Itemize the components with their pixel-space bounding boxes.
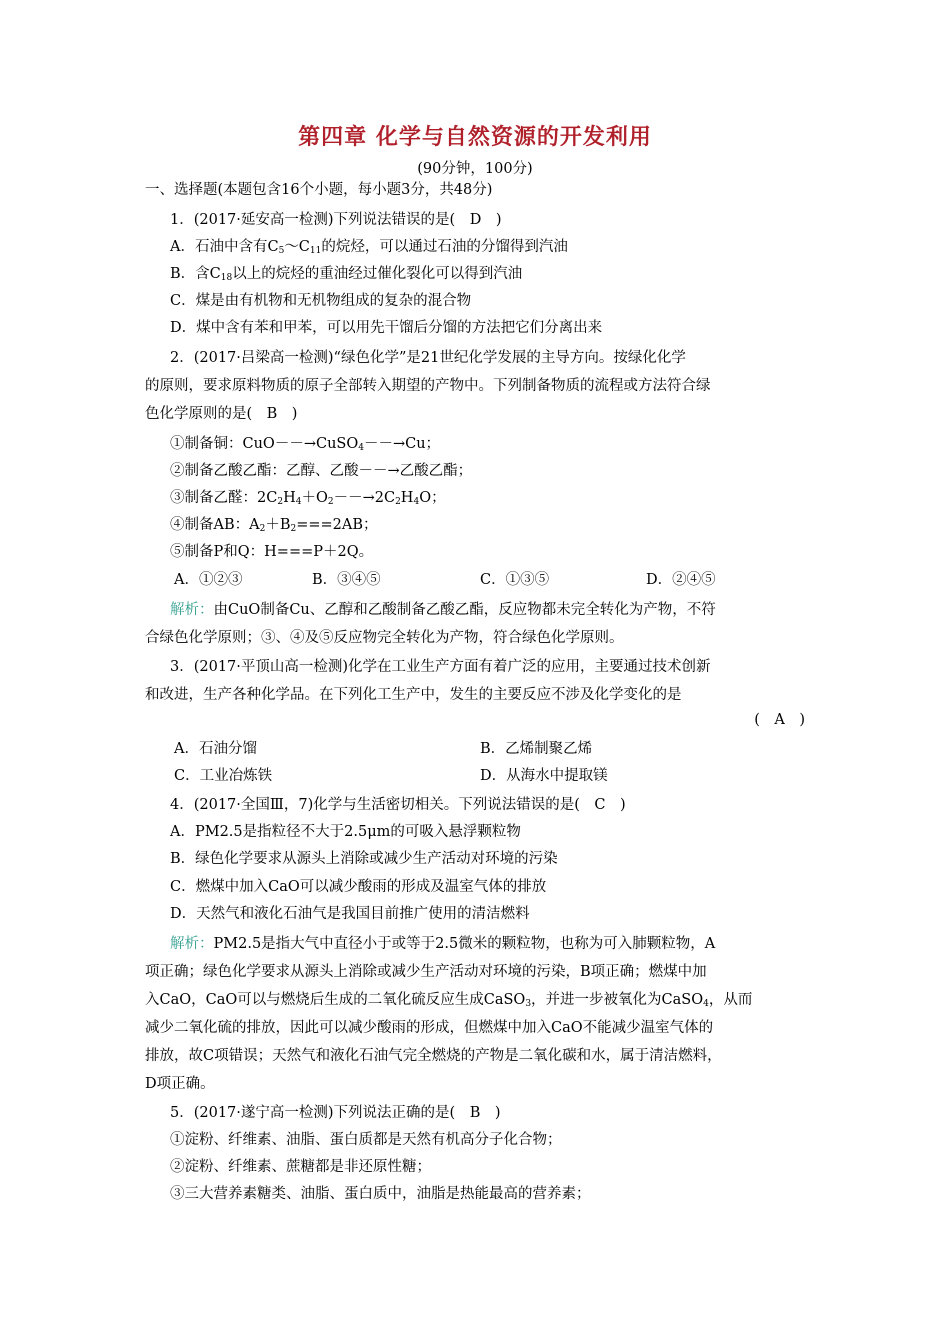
analysis-label: 解析： [170,602,214,618]
q2-analysis-line2: 合绿色化学原则；③、④及⑤反应物完全转化为产物，符合绿色化学原则。 [145,630,624,646]
q2-stem-line1: 2．(2017·吕梁高一检测)“绿色化学”是21世纪化学发展的主导方向。按绿化化学 [170,350,686,366]
q2-item-4: ④制备AB：$A_2+B_2===2AB$； [170,517,378,534]
q4-analysis-line1: 解析：PM2.5是指大气中直径小于或等于2.5微米的颗粒物，也称为可入肺颗粒物，A [170,936,716,952]
q2-item-1: ①制备铜：CuO－－→CuSO$_4$－－→Cu； [170,436,441,453]
q5-item-2: ②淀粉、纤维素、蔗糖都是非还原性糖； [170,1159,431,1175]
q2-analysis-line1: 解析：由CuO制备Cu、乙醇和乙酸制备乙酸乙酯，反应物都未完全转化为产物，不符 [170,602,716,618]
q2-option-c: C．①③⑤ [480,572,550,588]
q2-item-5: ⑤制备P和Q：H===P＋2Q。 [170,544,374,560]
q2-item-2: ②制备乙酸乙酯：乙醇、乙酸－－→乙酸乙酯； [170,463,473,479]
q3-option-c: C．工业冶炼铁 [174,768,273,784]
q4-analysis-line5: 排放，故C项错误；天然气和液化石油气完全燃烧的产物是二氧化碳和水，属于清洁燃料， [145,1048,722,1064]
q3-stem-line1: 3．(2017·平顶山高一检测)化学在工业生产方面有着广泛的应用，主要通过技术创新 [170,659,711,675]
q4-stem: 4．(2017·全国Ⅲ，7)化学与生活密切相关。下列说法错误的是( C ) [170,797,626,813]
analysis-label: 解析： [170,936,214,952]
q4-analysis-line3: 入CaO，CaO可以与燃烧后生成的二氧化硫反应生成CaSO$_3$，并进一步被氧化为CaSO$_4$，从而 [145,992,753,1009]
q1-stem: 1．(2017·延安高一检测)下列说法错误的是( D ) [170,212,502,228]
chapter-title: 第四章 化学与自然资源的开发利用 [298,124,652,150]
q3-option-d: D．从海水中提取镁 [480,768,608,784]
q4-analysis-line4: 减少二氧化硫的排放，因此可以减少酸雨的形成，但燃煤中加入CaO不能减少温室气体的 [145,1020,714,1036]
q2-option-b: B．③④⑤ [312,572,381,588]
q3-option-b: B．乙烯制聚乙烯 [480,741,593,757]
section-heading: 一、选择题(本题包含16个小题，每小题3分，共48分) [145,182,493,198]
q4-analysis-line6: D项正确。 [145,1076,215,1092]
q4-option-d: D．天然气和液化石油气是我国目前推广使用的清洁燃料 [170,906,530,922]
q2-stem-line3: 色化学原则的是( B ) [145,406,298,422]
q3-stem-line2: 和改进，生产各种化学品。在下列化工生产中，发生的主要反应不涉及化学变化的是 [145,687,682,703]
q1-option-c: C．煤是由有机物和无机物组成的复杂的混合物 [170,293,472,309]
q1-option-d: D．煤中含有苯和甲苯，可以用先干馏后分馏的方法把它们分离出来 [170,320,603,336]
q4-analysis-line2: 项正确；绿色化学要求从源头上消除或减少生产活动对环境的污染，B项正确；燃煤中加 [145,964,707,980]
q2-option-d: D．②④⑤ [646,572,716,588]
q3-option-a: A．石油分馏 [174,741,257,757]
exam-time-score: (90分钟，100分) [417,161,533,177]
q5-item-1: ①淀粉、纤维素、油脂、蛋白质都是天然有机高分子化合物； [170,1132,562,1148]
q2-stem-line2: 的原则，要求原料物质的原子全部转入期望的产物中。下列制备物质的流程或方法符合绿 [145,378,711,394]
q4-option-b: B．绿色化学要求从源头上消除或减少生产活动对环境的污染 [170,851,558,867]
q2-option-a: A．①②③ [174,572,243,588]
q2-item-3: ③制备乙醛：$2C_2H_4+O_2--\to 2C_2H_4O$； [170,490,446,507]
q5-stem: 5．(2017·遂宁高一检测)下列说法正确的是( B ) [170,1105,501,1121]
q3-answer: ( A ) [754,712,805,728]
q5-item-3: ③三大营养素糖类、油脂、蛋白质中，油脂是热能最高的营养素； [170,1186,591,1202]
q4-option-a: A．PM2.5是指粒径不大于2.5μm的可吸入悬浮颗粒物 [170,824,521,840]
q1-option-a: A．石油中含有$C_5\sim C_{11}$的烷烃，可以通过石油的分馏得到汽油 [170,239,568,256]
q1-option-b: B．含$C_{18}$以上的烷烃的重油经过催化裂化可以得到汽油 [170,266,523,283]
q4-option-c: C．燃煤中加入CaO可以减少酸雨的形成及温室气体的排放 [170,879,547,895]
